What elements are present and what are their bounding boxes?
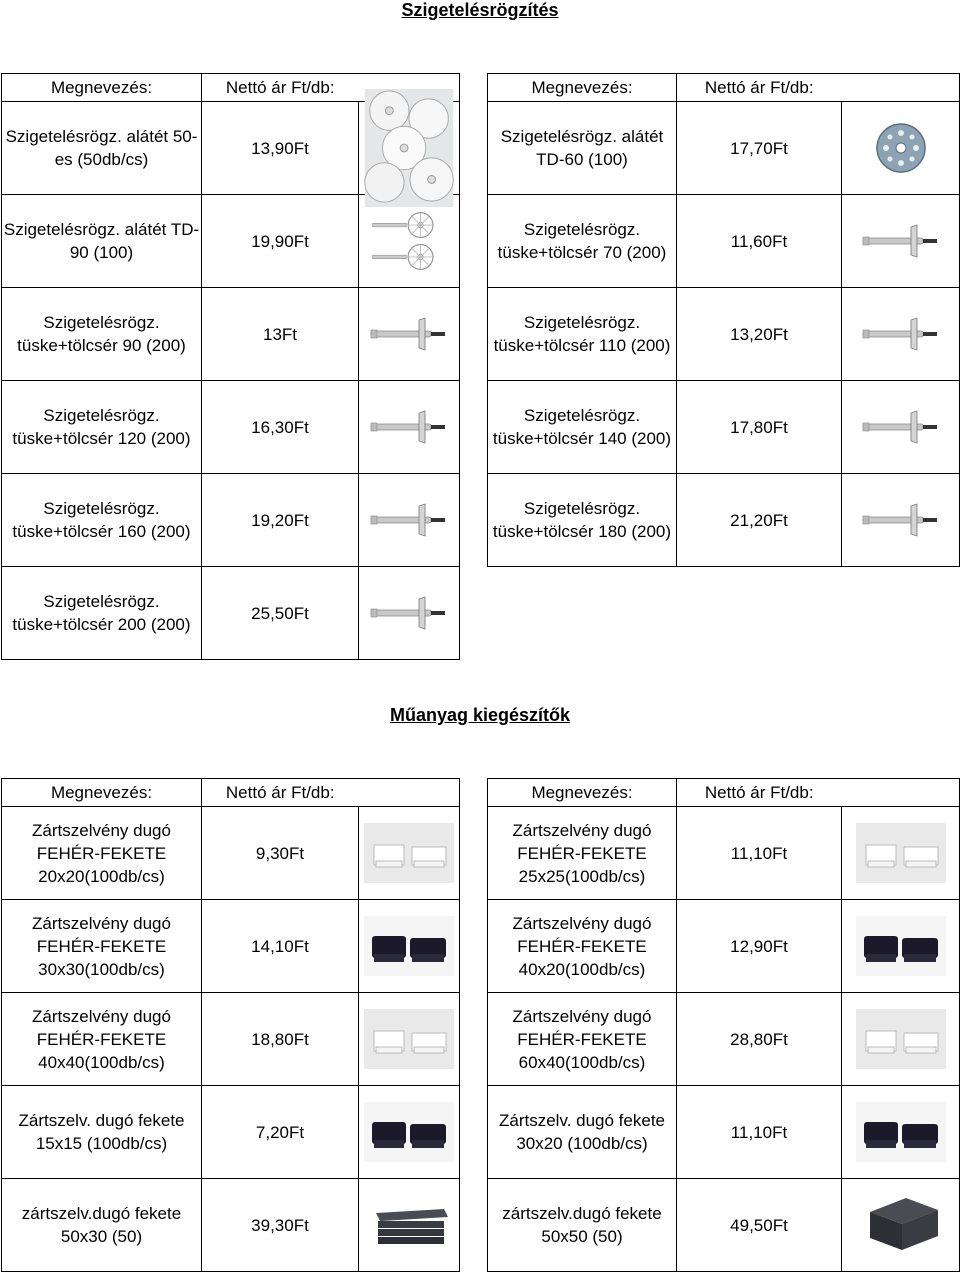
washer-pile-icon: [364, 89, 454, 207]
product-image-cell: [359, 381, 460, 474]
product-image-cell: [359, 1179, 460, 1272]
section-title: Szigetelésrögzítés: [401, 0, 559, 20]
product-price: 11,10Ft: [677, 807, 842, 900]
product-row: [2, 567, 460, 660]
ribbed-end-cap-icon: [364, 1190, 454, 1260]
price-column-header: Nettó ár Ft/db:: [677, 779, 842, 807]
product-row: [488, 288, 960, 381]
product-price: 9,30Ft: [202, 807, 359, 900]
product-name: Zártszelvény dugó FEHÉR-FEKETE 30x30(100db/cs): [2, 900, 202, 993]
product-price: 11,60Ft: [677, 195, 842, 288]
product-image-cell: [359, 195, 460, 288]
insulation-anchor-icon: [861, 500, 941, 540]
header-row: [488, 779, 960, 807]
product-price: 17,80Ft: [677, 381, 842, 474]
product-image-cell: [842, 288, 960, 381]
product-row: [2, 474, 460, 567]
black-end-cap-icon: [364, 1088, 454, 1176]
product-name: Szigetelésrögz. tüske+tölcsér 110 (200): [488, 288, 677, 381]
image-column-header: [842, 779, 960, 807]
product-name: Zártszelvény dugó FEHÉR-FEKETE 20x20(100db/cs): [2, 807, 202, 900]
product-price: 18,80Ft: [202, 993, 359, 1086]
header-row: [2, 779, 460, 807]
product-name: Zártszelvény dugó FEHÉR-FEKETE 40x20(100db/cs): [488, 900, 677, 993]
product-name: Zártszelvény dugó FEHÉR-FEKETE 40x40(100db/cs): [2, 993, 202, 1086]
black-end-cap-icon: [856, 1088, 946, 1176]
product-row: [2, 993, 460, 1086]
insulation-anchor-icon: [369, 314, 449, 354]
product-price: 17,70Ft: [677, 102, 842, 195]
product-name: Zártszelvény dugó FEHÉR-FEKETE 25x25(100db/cs): [488, 807, 677, 900]
name-column-header: Megnevezés:: [2, 779, 202, 807]
product-price: 21,20Ft: [677, 474, 842, 567]
product-row: [2, 102, 460, 195]
insulation-anchor-icon: [369, 407, 449, 447]
price-column-header: Nettó ár Ft/db:: [677, 74, 842, 102]
washer-disc-icon: [871, 118, 931, 178]
product-image-cell: [359, 102, 460, 195]
product-name: Szigetelésrögz. tüske+tölcsér 140 (200): [488, 381, 677, 474]
product-image-cell: [359, 900, 460, 993]
product-price: 13,20Ft: [677, 288, 842, 381]
product-image-cell: [842, 993, 960, 1086]
white-end-cap-icon: [856, 809, 946, 897]
product-name: Szigetelésrögz. tüske+tölcsér 120 (200): [2, 381, 202, 474]
product-name: Szigetelésrögz. alátét 50-es (50db/cs): [2, 102, 202, 195]
insulation-anchor-icon: [369, 593, 449, 633]
insulation-table-left: [1, 73, 460, 660]
product-row: [488, 900, 960, 993]
product-row: [488, 993, 960, 1086]
white-end-cap-icon: [364, 995, 454, 1083]
insulation-anchor-icon: [861, 221, 941, 261]
white-end-cap-icon: [364, 809, 454, 897]
product-row: [488, 807, 960, 900]
product-name: zártszelv.dugó fekete 50x50 (50): [488, 1179, 677, 1272]
product-row: [488, 102, 960, 195]
square-end-cap-icon: [856, 1185, 946, 1265]
product-row: [2, 900, 460, 993]
product-name: Szigetelésrögz. alátét TD-60 (100): [488, 102, 677, 195]
product-name: Szigetelésrögz. tüske+tölcsér 200 (200): [2, 567, 202, 660]
product-name: Szigetelésrögz. tüske+tölcsér 180 (200): [488, 474, 677, 567]
product-price: 14,10Ft: [202, 900, 359, 993]
product-row: [488, 1086, 960, 1179]
insulation-table-right: [487, 73, 960, 567]
product-price: 39,30Ft: [202, 1179, 359, 1272]
product-name: Szigetelésrögz. tüske+tölcsér 160 (200): [2, 474, 202, 567]
product-image-cell: [359, 567, 460, 660]
product-name: Zártszelv. dugó fekete 30x20 (100db/cs): [488, 1086, 677, 1179]
product-name: Szigetelésrögz. alátét TD-90 (100): [2, 195, 202, 288]
product-price: 13Ft: [202, 288, 359, 381]
section-title: Műanyag kiegészítők: [389, 705, 571, 725]
product-image-cell: [842, 381, 960, 474]
product-name: Szigetelésrögz. tüske+tölcsér 90 (200): [2, 288, 202, 381]
product-row: [488, 195, 960, 288]
product-image-cell: [359, 288, 460, 381]
product-name: Szigetelésrögz. tüske+tölcsér 70 (200): [488, 195, 677, 288]
product-price: 19,90Ft: [202, 195, 359, 288]
insulation-anchor-icon: [369, 500, 449, 540]
product-row: [2, 1086, 460, 1179]
white-end-cap-icon: [856, 995, 946, 1083]
product-price: 16,30Ft: [202, 381, 359, 474]
washer-pair-icon: [369, 210, 449, 272]
product-price: 13,90Ft: [202, 102, 359, 195]
price-column-header: Nettó ár Ft/db:: [202, 779, 359, 807]
product-row: [2, 381, 460, 474]
image-column-header: [842, 74, 960, 102]
product-image-cell: [359, 807, 460, 900]
product-row: [488, 474, 960, 567]
product-name: Zártszelvény dugó FEHÉR-FEKETE 60x40(100db/cs): [488, 993, 677, 1086]
product-image-cell: [842, 102, 960, 195]
product-price: 28,80Ft: [677, 993, 842, 1086]
black-end-cap-icon: [856, 902, 946, 990]
product-row: [2, 288, 460, 381]
product-price: 19,20Ft: [202, 474, 359, 567]
product-price: 11,10Ft: [677, 1086, 842, 1179]
product-row: [488, 381, 960, 474]
name-column-header: Megnevezés:: [2, 74, 202, 102]
product-image-cell: [359, 993, 460, 1086]
plastic-table-left: [1, 778, 460, 1272]
product-image-cell: [842, 195, 960, 288]
product-row: [2, 195, 460, 288]
product-image-cell: [359, 1086, 460, 1179]
product-row: [2, 1179, 460, 1272]
product-image-cell: [842, 807, 960, 900]
product-name: zártszelv.dugó fekete 50x30 (50): [2, 1179, 202, 1272]
product-row: [488, 1179, 960, 1272]
price-column-header: Nettó ár Ft/db:: [202, 74, 359, 102]
product-price: 49,50Ft: [677, 1179, 842, 1272]
insulation-anchor-icon: [861, 314, 941, 354]
name-column-header: Megnevezés:: [488, 74, 677, 102]
product-image-cell: [842, 1086, 960, 1179]
product-price: 7,20Ft: [202, 1086, 359, 1179]
image-column-header: [359, 779, 460, 807]
product-image-cell: [842, 1179, 960, 1272]
product-image-cell: [842, 474, 960, 567]
product-image-cell: [359, 474, 460, 567]
header-row: [488, 74, 960, 102]
insulation-anchor-icon: [861, 407, 941, 447]
product-row: [2, 807, 460, 900]
product-price: 25,50Ft: [202, 567, 359, 660]
name-column-header: Megnevezés:: [488, 779, 677, 807]
black-end-cap-icon: [364, 902, 454, 990]
plastic-table-right: [487, 778, 960, 1272]
product-name: Zártszelv. dugó fekete 15x15 (100db/cs): [2, 1086, 202, 1179]
product-image-cell: [842, 900, 960, 993]
product-price: 12,90Ft: [677, 900, 842, 993]
